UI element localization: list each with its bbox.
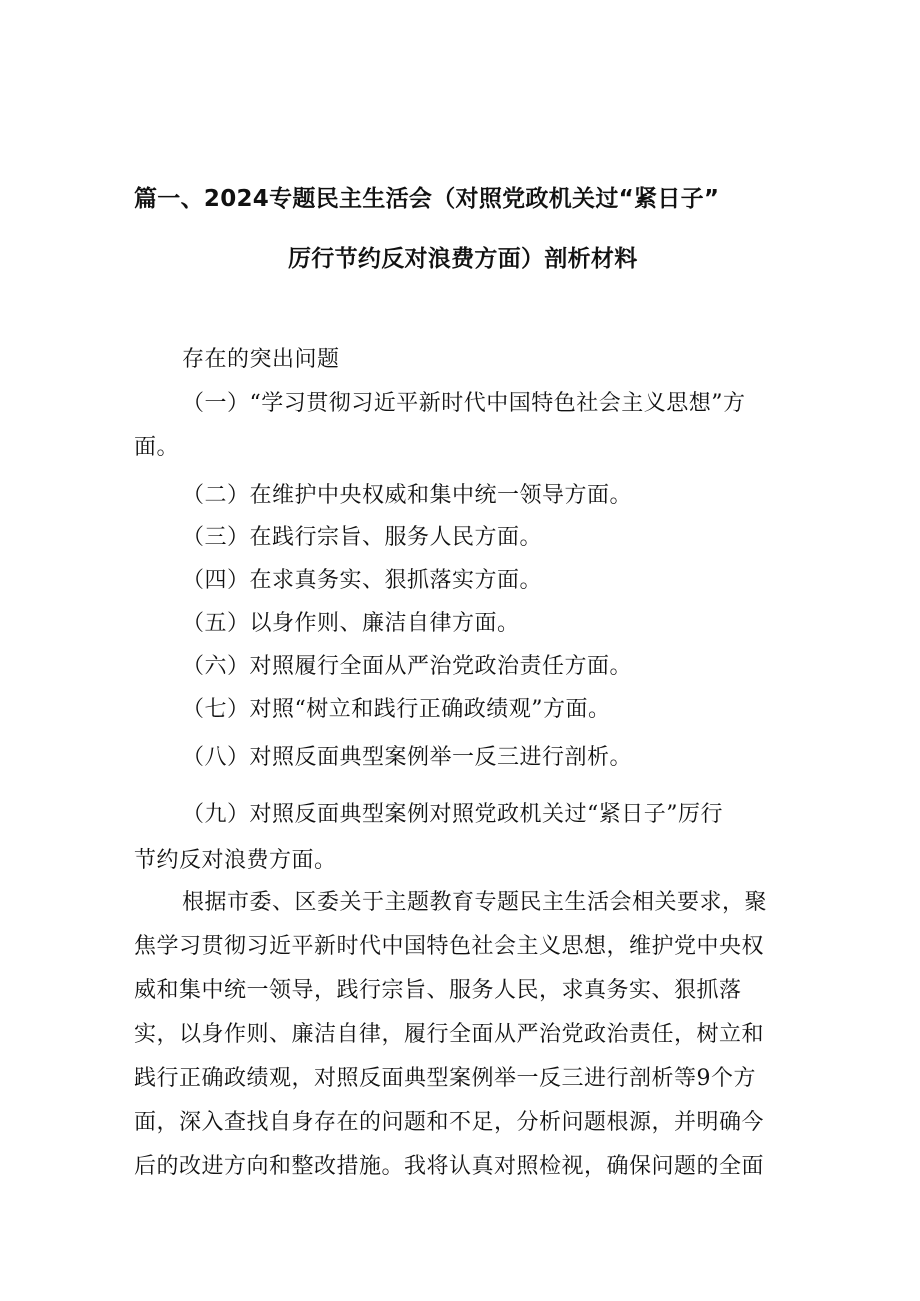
body-paragraph-line-5: 践行正确政绩观，对照反面典型案例举一反三进行剖析等9个方	[134, 1066, 756, 1091]
list-item-3: （三）在践行宗旨、服务人民方面。	[182, 525, 543, 550]
list-item-9-continued: 节约反对浪费方面。	[134, 848, 337, 873]
list-item-6: （六）对照履行全面从严治党政治责任方面。	[182, 654, 633, 679]
body-paragraph-line-3: 威和集中统一领导，践行宗旨、服务人民，求真务实、狠抓落	[134, 978, 742, 1003]
list-item-7: （七）对照“树立和践行正确政绩观”方面。	[182, 697, 611, 722]
list-item-9: （九）对照反面典型案例对照党政机关过“紧日子”厉行	[182, 802, 723, 827]
body-paragraph-line-4: 实，以身作则、廉洁自律，履行全面从严治党政治责任，树立和	[134, 1022, 765, 1047]
list-item-1: （一）“学习贯彻习近平新时代中国特色社会主义思想”方	[182, 391, 746, 416]
document-title-line-2: 厉行节约反对浪费方面）剖析材料	[288, 246, 638, 272]
document-title-line-1: 篇一、2024专题民主生活会（对照党政机关过“紧日子”	[134, 186, 720, 212]
list-item-5: （五）以身作则、廉洁自律方面。	[182, 611, 520, 636]
body-paragraph-line-2: 焦学习贯彻习近平新时代中国特色社会主义思想，维护党中央权	[134, 934, 765, 959]
list-item-1-continued: 面。	[134, 435, 180, 460]
section-heading: 存在的突出问题	[182, 347, 340, 372]
body-paragraph-line-6: 面，深入查找自身存在的问题和不足，分析问题根源，并明确今	[134, 1110, 765, 1135]
list-item-4: （四）在求真务实、狠抓落实方面。	[182, 568, 543, 593]
body-paragraph-line-1: 根据市委、区委关于主题教育专题民主生活会相关要求，聚	[182, 890, 768, 915]
list-item-2: （二）在维护中央权威和集中统一领导方面。	[182, 483, 633, 508]
body-paragraph-line-7: 后的改进方向和整改措施。我将认真对照检视，确保问题的全面	[134, 1154, 765, 1179]
list-item-8: （八）对照反面典型案例举一反三进行剖析。	[182, 745, 633, 770]
